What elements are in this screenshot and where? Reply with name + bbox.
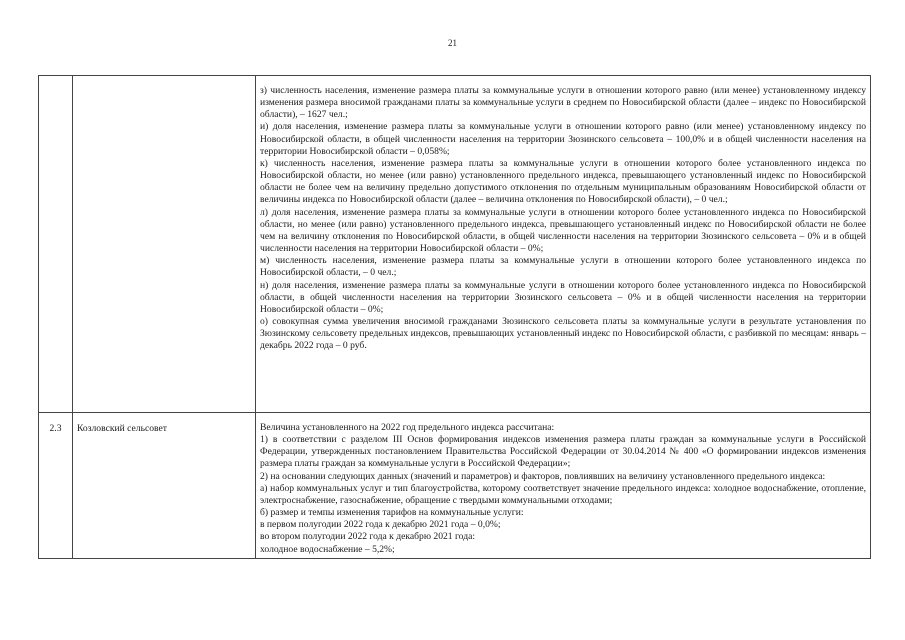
paragraph: 1) в соответствии с разделом III Основ формирования индексов изменения размера платы граждан за коммунальные услуги в Российской Федерации, утвержденных постановлением Правительства Российской Федерации от 30.04.2014 № 400 «О формировании индексов изменения размера платы граждан за коммунальные услуги в Российской Федерации»;: [260, 434, 866, 470]
page-number: 21: [448, 38, 457, 48]
paragraph: Величина установленного на 2022 год предельного индекса рассчитана:: [260, 422, 555, 433]
paragraph: о) совокупная сумма увеличения вносимой гражданами Зюзинского сельсовета платы за коммунальные услуги в результате установления по Зюзинскому сельсовету предельных индексов, превышающих установленный индекс по Новосибирской области, с разбивкой по месяцам: январь – декабрь 2022 года – 0 руб.: [260, 315, 866, 352]
description-cell: [256, 76, 871, 413]
row-number-cell: [39, 76, 73, 413]
paragraph: б) размер и темпы изменения тарифов на коммунальные услуги:: [260, 507, 524, 519]
municipality-name: [73, 76, 255, 86]
description-cell: [256, 413, 871, 559]
table-row: [39, 413, 871, 559]
municipality-name-cell: [73, 76, 256, 413]
document-table: [38, 75, 871, 559]
row-number: [39, 76, 72, 86]
municipality-name: Козловский сельсовет: [77, 423, 167, 434]
paragraph: м) численность населения, изменение размера платы за коммунальные услуги в отношении которого более установленного индекса по Новосибирской области, – 0 чел.;: [260, 255, 866, 279]
paragraph: во втором полугодии 2022 года к декабрю 2021 года:: [260, 531, 476, 543]
table-row: [39, 76, 871, 413]
paragraph: н) доля населения, изменение размера платы за коммунальные услуги в отношении которого более установленного индекса по Новосибирской области, в общей численности населения на территории Зюзинского сельсовета – 0% и в общей численности населения на территории Новосибирской области – 0%;: [260, 279, 866, 315]
paragraph: к) численность населения, изменение размера платы за коммунальные услуги в отношении которого более установленного индекса по Новосибирской области, но менее (или равно) установленного предельного индекса, превышающего установленный индекс по Новосибирской области не более чем на величину предельно допустимого отклонения по отдельным муниципальным образованиям Новосибирской области от величины индекса по Новосибирской области (далее – величина отклонения по Новосибирской области), – 0 чел.;: [260, 157, 866, 206]
paragraph: 2) на основании следующих данных (значений и параметров) и факторов, повлиявших на величину установленного предельного индекса:: [260, 470, 826, 482]
row-number: 2.3: [49, 423, 62, 434]
municipality-name-cell: [73, 413, 256, 559]
paragraph: в первом полугодии 2022 года к декабрю 2021 года – 0,0%;: [260, 519, 501, 531]
paragraph: з) численность населения, изменение размера платы за коммунальные услуги в отношении которого равно (или менее) установленному индексу изменения размера вносимой гражданами платы за коммунальные услуги в среднем по Новосибирской области (далее – индекс по Новосибирской области), – 1627 чел.;: [260, 85, 866, 121]
row-number-cell: [39, 413, 73, 559]
paragraph: холодное водоснабжение – 5,2%;: [260, 543, 395, 555]
paragraph: а) набор коммунальных услуг и тип благоустройства, которому соответствует значение предельного индекса: холодное водоснабжение, отопление, электроснабжение, газоснабжение, обращение с твердыми коммунальными отходами;: [260, 482, 866, 506]
paragraph: л) доля населения, изменение размера платы за коммунальные услуги в отношении которого более установленного индекса по Новосибирской области, но менее (или равно) установленного предельного индекса, превышающего установленный индекс по Новосибирской области не более чем на величину отклонения по Новосибирской области, в общей численности населения на территории Зюзинского сельсовета – 0% и в общей численности населения на территории Новосибирской области – 0%;: [260, 206, 866, 255]
paragraph: и) доля населения, изменение размера платы за коммунальные услуги в отношении которого равно (или менее) установленному индексу по Новосибирской области, в общей численности населения на территории Зюзинского сельсовета – 100,0% и в общей численности населения на территории Новосибирской области – 0,058%;: [260, 121, 866, 157]
